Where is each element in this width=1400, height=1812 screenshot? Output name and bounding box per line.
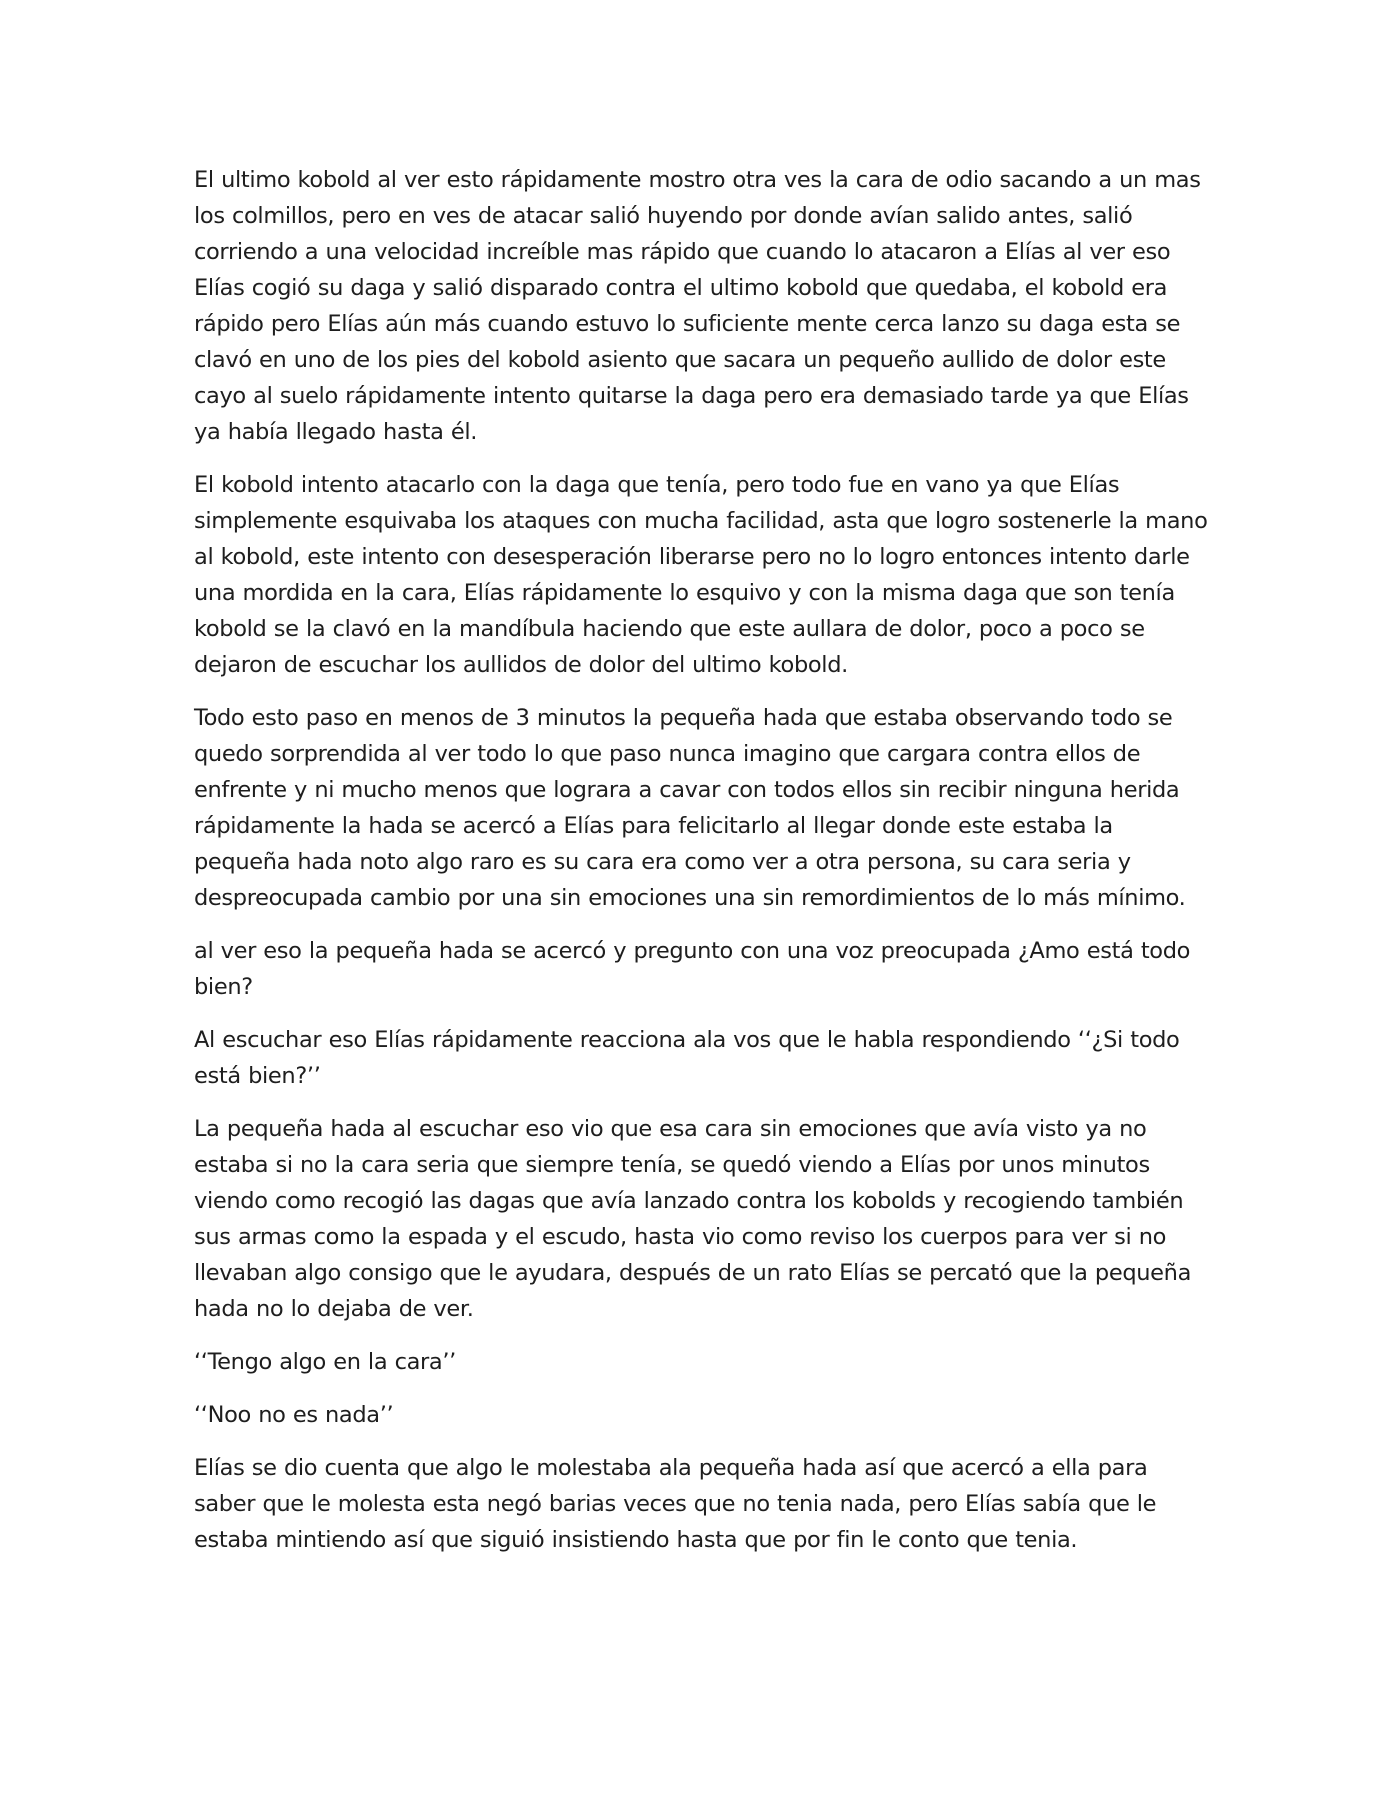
- paragraph: Todo esto paso en menos de 3 minutos la pequeña hada que estaba observando todo se quedo sorprendida al ver todo lo que paso nunca imagino que cargara contra ellos de enfrente y ni mucho menos que lograra a cavar con todos ellos sin recibir ninguna herida rápidamente la hada se acercó a Elías para felicitarlo al llegar donde este estaba la pequeña hada noto algo raro es su cara era como ver a otra persona, su cara seria y despreocupada cambio por una sin emociones una sin remordimientos de lo más mínimo.: [194, 705, 1186, 911]
- paragraph: La pequeña hada al escuchar eso vio que esa cara sin emociones que avía visto ya no estaba si no la cara seria que siempre tenía, se quedó viendo a Elías por unos minutos viendo como recogió las dagas que avía lanzado contra los kobolds y recogiendo también sus armas como la espada y el escudo, hasta vio como reviso los cuerpos para ver si no llevaban algo consigo que le ayudara, después de un rato Elías se percató que la pequeña hada no lo dejaba de ver.: [194, 1116, 1192, 1322]
- paragraph: al ver eso la pequeña hada se acercó y pregunto con una voz preocupada ¿Amo está todo bien?: [194, 938, 1191, 1000]
- paragraph: El ultimo kobold al ver esto rápidamente mostro otra ves la cara de odio sacando a un mas los colmillos, pero en ves de atacar salió huyendo por donde avían salido antes, salió corriendo a una velocidad increíble mas rápido que cuando lo atacaron a Elías al ver eso Elías cogió su daga y salió disparado contra el ultimo kobold que quedaba, el kobold era rápido pero Elías aún más cuando estuvo lo suficiente mente cerca lanzo su daga esta se clavó en uno de los pies del kobold asiento que sacara un pequeño aullido de dolor este cayo al suelo rápidamente intento quitarse la daga pero era demasiado tarde ya que Elías ya había llegado hasta él.: [194, 167, 1201, 445]
- paragraph: Elías se dio cuenta que algo le molestaba ala pequeña hada así que acercó a ella para saber que le molesta esta negó barias veces que no tenia nada, pero Elías sabía que le estaba mintiendo así que siguió insistiendo hasta que por fin le conto que tenia.: [194, 1455, 1157, 1553]
- paragraph: El kobold intento atacarlo con la daga que tenía, pero todo fue en vano ya que Elías simplemente esquivaba los ataques con mucha facilidad, asta que logro sostenerle la mano al kobold, este intento con desesperación liberarse pero no lo logro entonces intento darle una mordida en la cara, Elías rápidamente lo esquivo y con la misma daga que son tenía kobold se la clavó en la mandíbula haciendo que este aullara de dolor, poco a poco se dejaron de escuchar los aullidos de dolor del ultimo kobold.: [194, 472, 1208, 678]
- document-body: [194, 162, 1210, 1575]
- dialogue-line: ‘‘Tengo algo en la cara’’: [194, 1349, 456, 1375]
- paragraph: Al escuchar eso Elías rápidamente reacciona ala vos que le habla respondiendo ‘‘¿Si todo está bien?’’: [194, 1027, 1180, 1089]
- dialogue-line: ‘‘Noo no es nada’’: [194, 1402, 394, 1428]
